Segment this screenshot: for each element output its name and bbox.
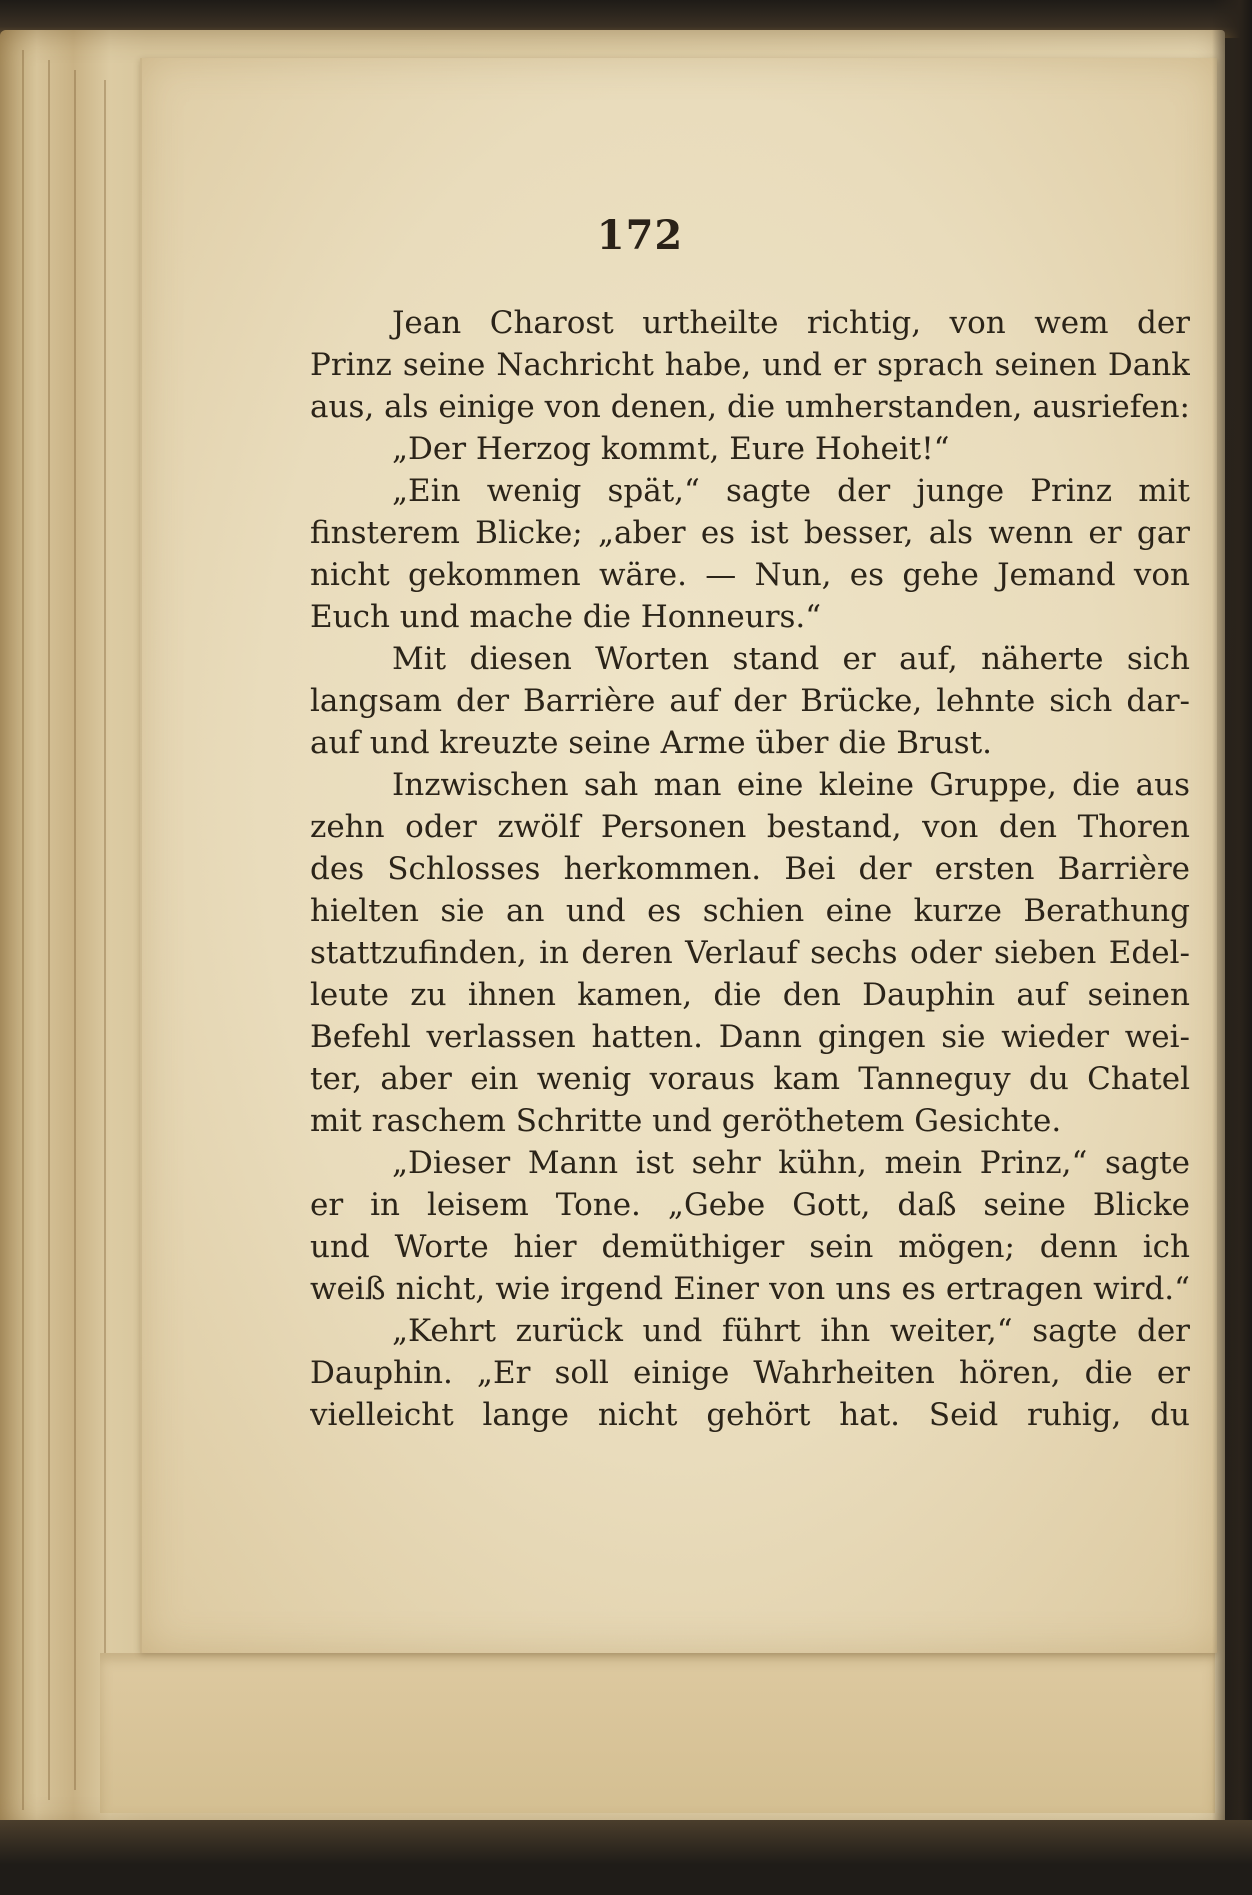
text-line: hielten sie an und es schien eine kurze Berathung xyxy=(310,893,1190,929)
text-line: und Worte hier demüthiger sein mögen; denn ich xyxy=(310,1229,1190,1265)
text-line: „Kehrt zurück und führt ihn weiter,“ sagte der xyxy=(392,1313,1190,1349)
text-line: „Ein wenig spät,“ sagte der junge Prinz mit xyxy=(392,473,1190,509)
text-line: Jean Charost urtheilte richtig, von wem der xyxy=(392,305,1190,341)
text-line: Dauphin. „Er soll einige Wahrheiten hören, die er xyxy=(310,1355,1190,1391)
text-line: Inzwischen sah man eine kleine Gruppe, die aus xyxy=(392,767,1190,803)
text-line: mit raschem Schritte und geröthetem Gesichte. xyxy=(310,1103,1062,1139)
text-line: aus, als einige von denen, die umherstanden, ausriefen: xyxy=(310,389,1190,425)
text-line: leute zu ihnen kamen, die den Dauphin auf seinen xyxy=(310,977,1190,1013)
page-edge xyxy=(48,60,50,1800)
text-line: „Der Herzog kommt, Eure Hoheit!“ xyxy=(392,431,950,467)
text-line: finsterem Blicke; „aber es ist besser, als wenn er gar xyxy=(310,515,1190,551)
text-line: nicht gekommen wäre. — Nun, es gehe Jemand von xyxy=(310,557,1190,593)
text-line: stattzufinden, in deren Verlauf sechs oder sieben Edel- xyxy=(310,935,1190,971)
text-line: ter, aber ein wenig voraus kam Tanneguy du Chatel xyxy=(310,1061,1190,1097)
text-line: vielleicht lange nicht gehört hat. Seid ruhig, du xyxy=(310,1397,1190,1433)
book-spine-shadow xyxy=(1212,0,1252,1895)
text-line: Euch und mache die Honneurs.“ xyxy=(310,599,822,635)
body-text xyxy=(310,302,1190,1436)
page-edge xyxy=(74,70,76,1790)
page-edge xyxy=(22,50,24,1810)
text-line: des Schlosses herkommen. Bei der ersten Barrière xyxy=(310,851,1190,887)
scan-background-bottom xyxy=(0,1820,1252,1895)
text-line: „Dieser Mann ist sehr kühn, mein Prinz,“ sagte xyxy=(392,1145,1190,1181)
page-edge xyxy=(104,80,106,1780)
text-line: Prinz seine Nachricht habe, und er sprach seinen Dank xyxy=(310,347,1190,383)
text-line: weiß nicht, wie irgend Einer von uns es ertragen wird.“ xyxy=(310,1271,1190,1307)
text-line: Befehl verlassen hatten. Dann gingen sie wieder wei- xyxy=(310,1019,1190,1055)
page-number: 172 xyxy=(596,212,684,259)
page-lower-margin xyxy=(100,1653,1215,1813)
text-line: er in leisem Tone. „Gebe Gott, daß seine Blicke xyxy=(310,1187,1190,1223)
text-line: auf und kreuzte seine Arme über die Brust. xyxy=(310,725,993,761)
text-line: zehn oder zwölf Personen bestand, von den Thoren xyxy=(310,809,1190,845)
text-line: Mit diesen Worten stand er auf, näherte sich xyxy=(392,641,1190,677)
text-line: langsam der Barrière auf der Brücke, lehnte sich dar- xyxy=(310,683,1190,719)
